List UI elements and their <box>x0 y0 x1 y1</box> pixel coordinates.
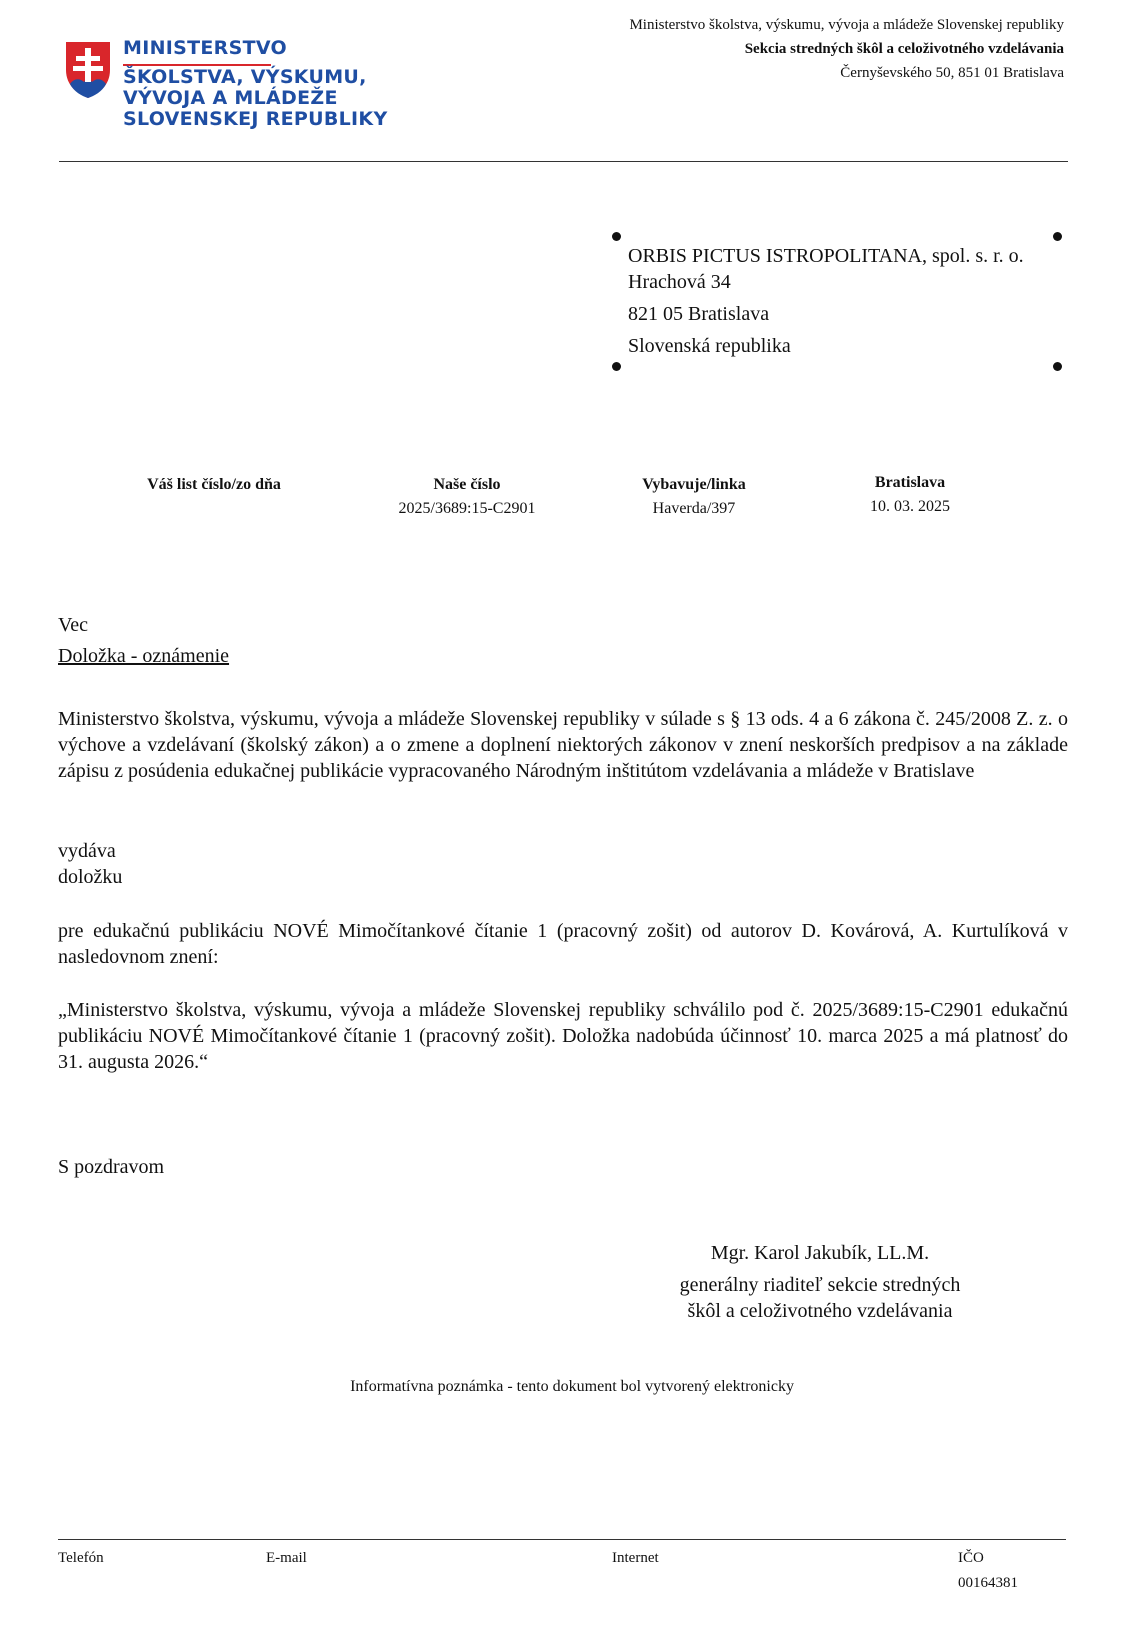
sender-address: Černyševského 50, 851 01 Bratislava <box>840 65 1064 81</box>
signatory-title-2: škôl a celoživotného vzdelávania <box>687 1300 953 1322</box>
logo-line-1: MINISTERSTVO <box>123 37 287 59</box>
footer-phone-label: Telefón <box>58 1550 104 1566</box>
subject-label: Vec <box>58 614 88 636</box>
body-issues: vydáva <box>58 840 116 862</box>
recipient-city: 821 05 Bratislava <box>628 303 770 325</box>
body-clause: doložku <box>58 866 123 888</box>
recipient-country: Slovenská republika <box>628 335 791 357</box>
ref-label: Váš list číslo/zo dňa <box>147 476 281 493</box>
recipient-name: ORBIS PICTUS ISTROPOLITANA, spol. s. r. o. <box>628 245 1024 267</box>
body-paragraph-2: pre edukačnú publikáciu NOVÉ Mimočítankové čítanie 1 (pracovný zošit) od autorov D. Kovárová, A. Kurtulíková v nasledovnom znení: <box>58 920 1068 968</box>
address-corner-mark <box>1053 362 1062 371</box>
ref-value: 2025/3689:15-C2901 <box>398 500 536 517</box>
ref-value: Haverda/397 <box>652 500 736 517</box>
recipient-street: Hrachová 34 <box>628 271 731 293</box>
slovak-coat-of-arms-icon <box>64 40 112 100</box>
address-corner-mark <box>612 232 621 241</box>
logo-line-4: SLOVENSKEJ REPUBLIKY <box>123 108 388 130</box>
body-paragraph-1: Ministerstvo školstva, výskumu, vývoja a mládeže Slovenskej republiky v súlade s § 13 ods. 4 a 6 zákona č. 245/2008 Z. z. o výchove a vzdelávaní (školský zákon) a o zmene a doplnení niektorých zákonov v znení neskorších predpisov a na základe zápisu z posúdenia edukačnej publikácie vypracovaného Národným inštitútom vzdelávania a mládeže v Bratislave <box>58 708 1068 782</box>
footer-internet-label: Internet <box>612 1550 659 1566</box>
electronic-note: Informatívna poznámka - tento dokument bol vytvorený elektronicky <box>350 1378 794 1395</box>
body-quote: „Ministerstvo školstva, výskumu, vývoja a mládeže Slovenskej republiky schválilo pod č. 2025/3689:15-C2901 edukačnú publikáciu NOVÉ Mimočítankové čítanie 1 (pracovný zošit). Doložka nadobúda účinnosť 10. marca 2025 a má platnosť do 31. augusta 2026.“ <box>58 999 1068 1073</box>
sender-section: Sekcia stredných škôl a celoživotného vzdelávania <box>744 41 1064 57</box>
ref-label: Naše číslo <box>433 476 501 493</box>
signatory-name: Mgr. Karol Jakubík, LL.M. <box>710 1242 930 1264</box>
signatory-title-1: generálny riaditeľ sekcie stredných <box>679 1274 961 1296</box>
ref-your-letter <box>94 476 334 500</box>
sender-ministry: Ministerstvo školstva, výskumu, vývoja a mládeže Slovenskej republiky <box>629 17 1064 33</box>
ref-label: Vybavuje/linka <box>642 476 746 493</box>
footer-ico-label: IČO <box>958 1550 984 1566</box>
logo-line-3: VÝVOJA A MLÁDEŽE <box>123 87 338 109</box>
logo-line-2: ŠKOLSTVA, VÝSKUMU, <box>123 66 367 88</box>
address-corner-mark <box>1053 232 1062 241</box>
greeting: S pozdravom <box>58 1156 165 1178</box>
subject-title: Doložka - oznámenie <box>58 645 230 667</box>
ref-handled-by <box>574 476 814 518</box>
ref-place-date <box>790 474 1030 516</box>
address-corner-mark <box>612 362 621 371</box>
ref-our-number <box>347 476 587 518</box>
footer-divider <box>58 1539 1066 1540</box>
footer-email-label: E-mail <box>266 1550 307 1566</box>
header-divider <box>59 161 1068 162</box>
ref-label: Bratislava <box>874 474 946 491</box>
ref-value: 10. 03. 2025 <box>870 498 950 515</box>
footer-ico-value: 00164381 <box>958 1575 1018 1591</box>
